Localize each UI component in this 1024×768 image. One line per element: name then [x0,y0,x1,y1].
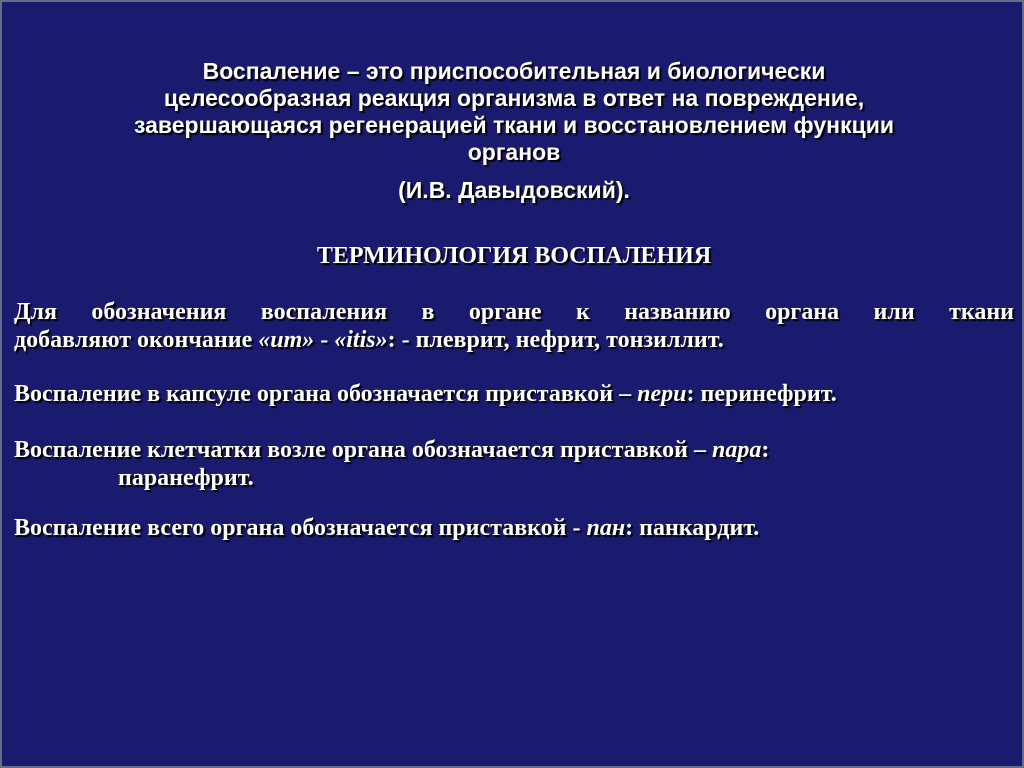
paragraph-text: - [314,327,335,353]
paragraph-prefix-pan [14,514,1014,542]
italic-term: пан [586,515,626,541]
definition-line: Воспаление – это приспособительная и биологически [202,58,826,84]
paragraph-prefix-para [14,436,1014,492]
italic-term: «itis» [334,327,388,353]
italic-term: «ит» [258,327,315,353]
paragraph-line: Для обозначения воспаления в органе к названию органа или ткани [14,299,1014,325]
paragraph-text: : панкардит. [625,515,760,541]
paragraph-text: Воспаление всего органа обозначается приставкой - [14,515,587,541]
paragraph-prefix-peri [14,380,1014,408]
definition-line: органов [467,139,561,165]
paragraph-text: : - плеврит, нефрит, тонзиллит. [387,327,724,353]
paragraph-text: Воспаление в капсуле органа обозначается приставкой – [14,381,638,407]
definition-line: завершающаяся регенерацией ткани и восстановлением функции [133,112,894,138]
definition-text [22,58,1006,166]
definition-author: (И.В. Давыдовский). [398,177,630,203]
paragraph-text: Воспаление клетчатки возле органа обозначается приставкой – [14,437,712,463]
italic-term: пери [637,381,687,407]
section-title: ТЕРМИНОЛОГИЯ ВОСПАЛЕНИЯ [316,243,712,269]
italic-term: пара [712,437,762,463]
paragraph-text: : [761,437,770,463]
definition-line: целесообразная реакция организма в ответ на повреждение, [163,85,865,111]
paragraph-suffix-itis [14,298,1014,354]
paragraph-example: паранефрит. [118,465,254,491]
paragraph-text: добавляют окончание [14,327,259,353]
paragraph-text: : перинефрит. [686,381,837,407]
